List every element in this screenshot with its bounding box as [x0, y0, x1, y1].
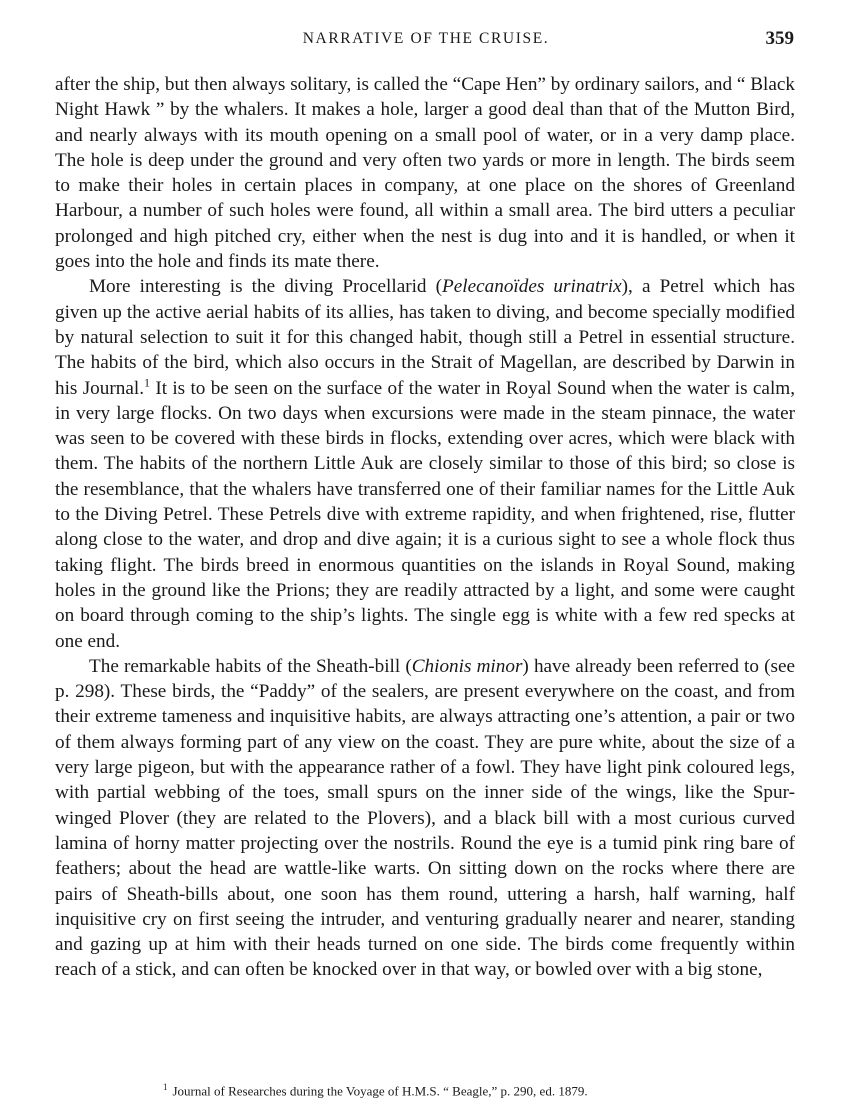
footnote [163, 1079, 763, 1099]
paragraph-text: after the ship, but then always solitary, is called the “Cape Hen” by ordinary sailors, and “ Black Night Hawk ” by the whalers. It makes a hole, larger a good deal than that of the Mutton Bird, and nearly always with its mouth opening on a small pool of water, or in a very damp place. The hole is deep under the ground and very often two yards or more in length. The birds seem to make their holes in certain places in company, at one place on the shores of Greenland Harbour, a number of such holes were found, all within a small area. The bird utters a peculiar prolonged and high pitched cry, either when the nest is dug into and it is handled, or when it goes into the hole and finds its mate there. [55, 74, 795, 273]
page-header [58, 30, 794, 54]
paragraph-text: More interesting is the diving Procellarid ( [89, 276, 443, 298]
paragraph-text: It is to be seen on the surface of the water in Royal Sound when the water is calm, in very large flocks. On two days when excursions were made in the steam pinnace, the water was seen to be covered with these birds in flocks, extending over acres, which were black with them. The habits of the northern Little Auk are closely similar to those of this bird; so close is the resemblance, that the whalers have transferred one of their familiar names for the Little Auk to the Diving Petrel. These Petrels dive with extreme rapidity, and when frightened, rise, flutter along close to the water, and drop and dive again; it is a curious sight to see a whole flock thus taking flight. The birds breed in enormous quantities on the islands in Royal Sound, making holes in the ground like the Prions; they are readily attracted by a light, and some were caught on board through coming to the ship’s lights. The single egg is white with a few red specks at one end. [55, 377, 795, 652]
paragraph-3 [55, 654, 795, 983]
body-text [55, 72, 795, 983]
paragraph-text: ), a Petrel which has given up the active aerial habits of its allies, has taken to diving, and become specially modified by natural selection to suit it for this changed habit, though still a Petrel in essential structure. The habits of the bird, which also occurs in the Strait of Magellan, are described by Darwin in his Journal. [55, 276, 795, 399]
footnote-reference: 1 [144, 375, 150, 390]
species-name: Pelecanoïdes urinatrix [442, 276, 622, 298]
footnote-text: Journal of Researches during the Voyage of H.M.S. “ Beagle,” p. 290, ed. 1879. [172, 1083, 588, 1099]
paragraph-text: The remarkable habits of the Sheath-bill ( [89, 655, 412, 677]
paragraph-1 [55, 72, 795, 274]
paragraph-text: ) have already been referred to (see p. 298). These birds, the “Paddy” of the sealers, are present everywhere on the coast, and from their extreme tameness and inquisitive habits, are always attracting one’s attention, a pair or two of them always forming part of any view on the coast. They are pure white, about the size of a very large pigeon, but with the appearance rather of a fowl. They have light pink coloured legs, with partial webbing of the toes, small spurs on the inner side of the wings, like the Spur-winged Plover (they are related to the Plovers), and a black bill with a most curious curved lamina of horny matter projecting over the nostrils. Round the eye is a tumid pink ring bare of feathers; about the head are wattle-like warts. On sitting down on the rocks where there are pairs of Sheath-bills about, one soon has them round, uttering a harsh, half warning, half inquisitive cry on first seeing the intruder, and venturing gradually nearer and nearer, standing and gazing up at him with their heads turned on one side. The birds come frequently within reach of a stick, and can often be knocked over in that way, or bowled over with a big stone, [55, 655, 795, 981]
paragraph-2 [55, 274, 795, 653]
page-number: 359 [765, 28, 794, 49]
species-name: Chionis minor [411, 655, 523, 677]
running-title: NARRATIVE OF THE CRUISE. [302, 30, 550, 47]
footnote-marker: 1 [163, 1082, 168, 1092]
